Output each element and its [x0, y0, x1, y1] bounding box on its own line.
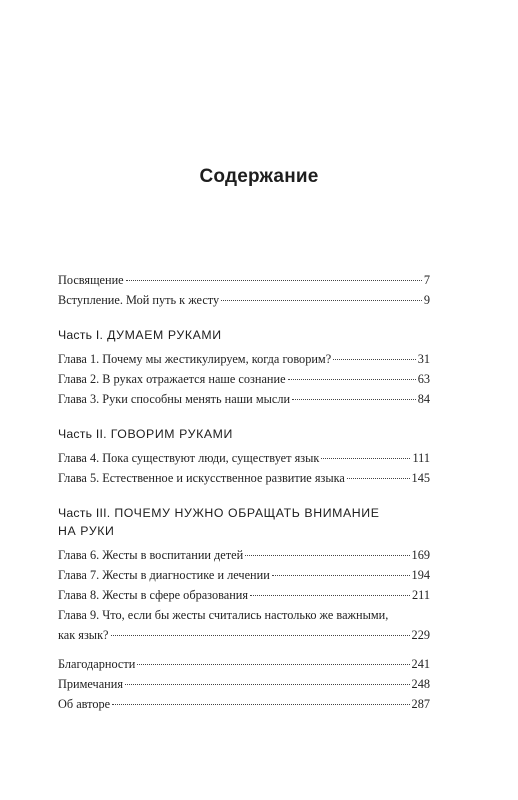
toc-entry[interactable] — [58, 605, 430, 645]
toc-entry-label: Глава 7. Жесты в диагностике и лечении — [58, 568, 270, 582]
toc-entry-label: Примечания — [58, 677, 124, 691]
toc-entry[interactable] — [58, 448, 430, 468]
toc-entry[interactable] — [58, 349, 430, 369]
toc-page-number: 194 — [411, 568, 430, 582]
dot-leader — [126, 280, 422, 281]
toc-entry-label: Глава 2. В руках отражается наше сознание — [58, 372, 286, 386]
toc-page-number: 31 — [417, 352, 430, 366]
toc-page-number: 169 — [411, 548, 430, 562]
toc-page-number: 63 — [417, 372, 430, 386]
page-title: Содержание — [199, 166, 319, 187]
part-number: Часть III. — [58, 506, 111, 520]
dot-leader — [347, 478, 410, 479]
toc-page-number: 7 — [423, 273, 430, 287]
dot-leader — [245, 555, 409, 556]
toc-page-number: 229 — [411, 628, 430, 642]
toc-page-number: 287 — [411, 697, 430, 711]
part-number: Часть II. — [58, 427, 107, 441]
dot-leader — [221, 300, 422, 301]
part-title-line-2: НА РУКИ — [58, 524, 115, 538]
toc-entry-label: Глава 1. Почему мы жестикулируем, когда говорим? — [58, 352, 332, 366]
toc-entry-label: Глава 6. Жесты в воспитании детей — [58, 548, 244, 562]
toc-entry-label-line-1: Глава 9. Что, если бы жесты считались настолько же важными, — [58, 608, 389, 622]
toc-entry-label: Посвящение — [58, 273, 124, 287]
toc-entry-label-line-2: как язык? — [58, 628, 109, 642]
toc-entry-label: Вступление. Мой путь к жесту — [58, 293, 220, 307]
part-title: ГОВОРИМ РУКАМИ — [110, 427, 233, 441]
toc-entry[interactable] — [58, 565, 430, 585]
toc-entry[interactable] — [58, 369, 430, 389]
toc-entry-label: Глава 4. Пока существуют люди, существует язык — [58, 451, 320, 465]
dot-leader — [112, 704, 409, 705]
toc-page-number: 84 — [417, 392, 430, 406]
dot-leader — [250, 595, 410, 596]
dot-leader — [288, 379, 416, 380]
toc-entry[interactable] — [58, 290, 430, 310]
part-heading — [58, 418, 430, 448]
toc-entry[interactable] — [58, 270, 430, 290]
dot-leader — [111, 635, 410, 636]
toc-entry[interactable] — [58, 654, 430, 674]
toc-page-number: 145 — [411, 471, 430, 485]
dot-leader — [272, 575, 410, 576]
part-title: ДУМАЕМ РУКАМИ — [107, 328, 222, 342]
part-number: Часть I. — [58, 328, 104, 342]
toc-entry[interactable] — [58, 389, 430, 409]
toc-entry[interactable] — [58, 545, 430, 565]
dot-leader — [321, 458, 410, 459]
toc-entry[interactable] — [58, 468, 430, 488]
toc-entry-label: Глава 5. Естественное и искусственное развитие языка — [58, 471, 345, 485]
toc-entry-label: Глава 8. Жесты в сфере образования — [58, 588, 249, 602]
dot-leader — [292, 399, 416, 400]
toc-entry[interactable] — [58, 585, 430, 605]
toc-entry-label: Благодарности — [58, 657, 136, 671]
toc-entry-label: Об авторе — [58, 697, 111, 711]
toc-page-number: 111 — [412, 451, 430, 465]
toc-page-number: 241 — [411, 657, 430, 671]
toc-page-number: 211 — [412, 588, 430, 602]
dot-leader — [125, 684, 410, 685]
toc-page-number: 248 — [411, 677, 430, 691]
toc-entry[interactable] — [58, 674, 430, 694]
toc-entry-label: Глава 3. Руки способны менять наши мысли — [58, 392, 291, 406]
dot-leader — [333, 359, 416, 360]
dot-leader — [137, 664, 409, 665]
toc-entry[interactable] — [58, 694, 430, 714]
part-heading — [58, 497, 430, 545]
part-title-line-1: ПОЧЕМУ НУЖНО ОБРАЩАТЬ ВНИМАНИЕ — [114, 506, 380, 520]
part-heading — [58, 319, 430, 349]
table-of-contents — [58, 270, 430, 714]
toc-page-number: 9 — [423, 293, 430, 307]
